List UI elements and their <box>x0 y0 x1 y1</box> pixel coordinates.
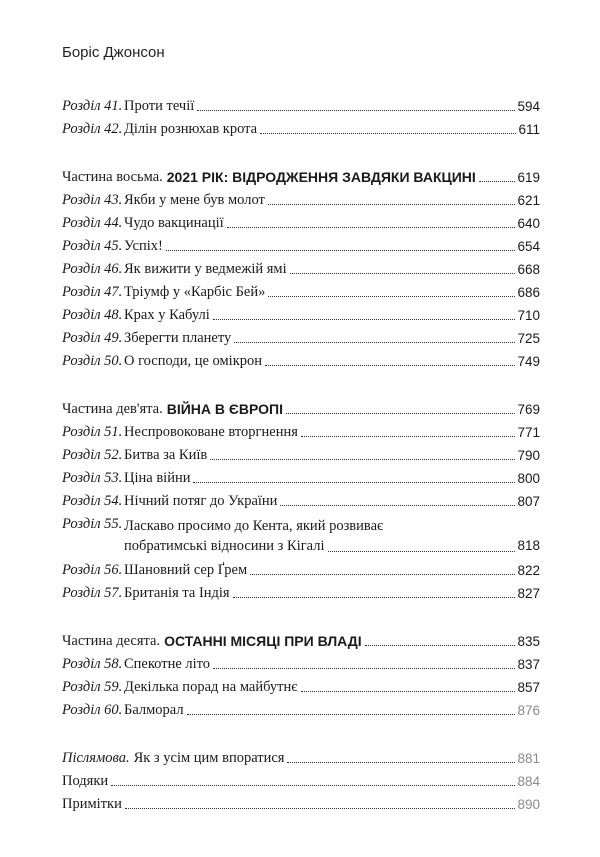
chapter-label: Розділ 42. <box>62 121 123 137</box>
leader-dots <box>479 181 516 182</box>
toc-entry-chapter-45[interactable] <box>62 232 540 255</box>
toc-entry-chapter-51[interactable] <box>62 418 540 441</box>
chapter-title-block <box>124 512 540 556</box>
toc-entry-part-10[interactable] <box>62 627 540 650</box>
toc-entry-chapter-59[interactable] <box>62 673 540 696</box>
chapter-title: Крах у Кабулі <box>124 307 210 323</box>
toc-entry-chapter-47[interactable] <box>62 278 540 301</box>
chapter-title: Балморал <box>124 702 184 718</box>
leader-dots <box>213 668 515 669</box>
section-spacer <box>62 370 540 395</box>
chapter-label: Розділ 47. <box>62 284 123 300</box>
toc-entry-chapter-52[interactable] <box>62 441 540 464</box>
chapter-label: Розділ 60. <box>62 702 123 718</box>
chapter-title: О господи, це омікрон <box>124 353 263 369</box>
part-title: ВІЙНА В ЄВРОПІ <box>166 401 283 417</box>
page-number: 611 <box>518 122 540 137</box>
leader-dots <box>210 459 515 460</box>
chapter-title: Битва за Київ <box>124 447 208 463</box>
leader-dots <box>193 482 515 483</box>
toc-entry-part-9[interactable] <box>62 395 540 418</box>
page-number: 827 <box>517 586 540 601</box>
afterword-label: Післямова. <box>62 750 130 766</box>
page-number: 710 <box>517 308 540 323</box>
section-spacer <box>62 602 540 627</box>
chapter-label: Розділ 53. <box>62 470 123 486</box>
toc-entry-chapter-50[interactable] <box>62 347 540 370</box>
page-number: 837 <box>517 657 540 672</box>
section-spacer <box>62 138 540 163</box>
chapter-label: Розділ 59. <box>62 679 123 695</box>
toc-entry-chapter-48[interactable] <box>62 301 540 324</box>
chapter-title: Шановний сер Ґрем <box>124 562 248 578</box>
toc-entry-chapter-46[interactable] <box>62 255 540 278</box>
page-number: 807 <box>517 494 540 509</box>
chapter-title: Зберегти планету <box>124 330 232 346</box>
part-prefix: Частина восьма. <box>62 169 163 185</box>
chapter-label: Розділ 46. <box>62 261 123 277</box>
chapter-title: Тріумф у «Карбіс Бей» <box>124 284 266 300</box>
chapter-label: Розділ 52. <box>62 447 123 463</box>
toc-entry-afterword[interactable] <box>62 744 540 767</box>
leader-dots <box>301 436 516 437</box>
chapter-title: Ціна війни <box>124 470 191 486</box>
chapter-label: Розділ 55. <box>62 516 123 532</box>
leader-dots <box>290 273 516 274</box>
chapter-label: Розділ 54. <box>62 493 123 509</box>
chapter-title: Чудо вакцинації <box>124 215 224 231</box>
leader-dots <box>166 250 516 251</box>
toc-entry-chapter-49[interactable] <box>62 324 540 347</box>
chapter-label: Розділ 41. <box>62 98 123 114</box>
toc-entry-chapter-56[interactable] <box>62 556 540 579</box>
chapter-label: Розділ 50. <box>62 353 123 369</box>
leader-dots <box>265 365 515 366</box>
chapter-label: Розділ 51. <box>62 424 123 440</box>
page-number: 835 <box>517 634 540 649</box>
page-number: 790 <box>517 448 540 463</box>
toc-entry-chapter-44[interactable] <box>62 209 540 232</box>
toc-entry-part-8[interactable] <box>62 163 540 186</box>
section-spacer <box>62 719 540 744</box>
page-number: 890 <box>517 797 540 812</box>
chapter-title: Ділін рознюхав крота <box>124 121 258 137</box>
chapter-title: Якби у мене був молот <box>124 192 265 208</box>
leader-dots <box>280 505 515 506</box>
leader-dots <box>227 227 516 228</box>
page-number: 749 <box>517 354 540 369</box>
toc-entry-chapter-54[interactable] <box>62 487 540 510</box>
leader-dots <box>234 342 515 343</box>
part-prefix: Частина десята. <box>62 633 161 649</box>
chapter-label: Розділ 58. <box>62 656 123 672</box>
notes-title: Примітки <box>62 796 122 812</box>
page-number: 640 <box>517 216 540 231</box>
chapter-title: Нічний потяг до України <box>124 493 278 509</box>
chapter-label: Розділ 57. <box>62 585 123 601</box>
leader-dots <box>250 574 515 575</box>
leader-dots <box>301 691 516 692</box>
chapter-title-line-2-row <box>124 536 540 556</box>
toc-entry-chapter-57[interactable] <box>62 579 540 602</box>
toc-entry-chapter-41[interactable] <box>62 92 540 115</box>
leader-dots <box>111 785 515 786</box>
chapter-title: Як вижити у ведмежій ямі <box>124 261 287 277</box>
toc-entry-chapter-42[interactable] <box>62 115 540 138</box>
page-number: 654 <box>517 239 540 254</box>
leader-dots <box>125 808 516 809</box>
chapter-label: Розділ 49. <box>62 330 123 346</box>
part-prefix: Частина дев'ята. <box>62 401 163 417</box>
chapter-title: Британія та Індія <box>124 585 230 601</box>
chapter-label: Розділ 45. <box>62 238 123 254</box>
chapter-label: Розділ 43. <box>62 192 123 208</box>
leader-dots <box>365 645 516 646</box>
page-number: 725 <box>517 331 540 346</box>
leader-dots <box>187 714 516 715</box>
part-title: ОСТАННІ МІСЯЦІ ПРИ ВЛАДІ <box>164 633 362 649</box>
chapter-label: Розділ 48. <box>62 307 123 323</box>
page-number: 619 <box>517 170 540 185</box>
leader-dots <box>268 204 516 205</box>
leader-dots <box>328 551 516 552</box>
table-of-contents <box>62 92 540 813</box>
leader-dots <box>213 319 516 320</box>
toc-entry-acknowledgements[interactable] <box>62 767 540 790</box>
leader-dots <box>233 597 516 598</box>
chapter-title: Проти течії <box>124 98 195 114</box>
page-number: 876 <box>517 703 540 718</box>
toc-entry-notes[interactable] <box>62 790 540 813</box>
toc-entry-chapter-43[interactable] <box>62 186 540 209</box>
chapter-label: Розділ 44. <box>62 215 123 231</box>
toc-entry-chapter-55[interactable] <box>62 510 540 556</box>
page-number: 771 <box>517 425 540 440</box>
page-number: 884 <box>517 774 540 789</box>
chapter-title-line-2: побратимські відносини з Кігалі <box>124 538 325 554</box>
toc-entry-chapter-53[interactable] <box>62 464 540 487</box>
page-number: 822 <box>517 563 540 578</box>
page-number: 594 <box>517 99 540 114</box>
chapter-title: Декілька порад на майбутнє <box>124 679 298 695</box>
page-number: 800 <box>517 471 540 486</box>
leader-dots <box>197 110 515 111</box>
toc-entry-chapter-58[interactable] <box>62 650 540 673</box>
afterword-title: Як з усім цим впоратися <box>133 750 285 766</box>
page-number: 857 <box>517 680 540 695</box>
acknowledgements-title: Подяки <box>62 773 109 789</box>
leader-dots <box>260 133 516 134</box>
running-header-author: Боріс Джонсон <box>62 44 165 61</box>
chapter-title: Неспровоковане вторгнення <box>124 424 298 440</box>
leader-dots <box>287 762 515 763</box>
page-number: 769 <box>517 402 540 417</box>
page-number: 621 <box>517 193 540 208</box>
chapter-label: Розділ 56. <box>62 562 123 578</box>
chapter-title-line-1: Ласкаво просимо до Кента, який розвиває <box>124 518 384 534</box>
chapter-title: Успіх! <box>124 238 163 254</box>
page-number: 818 <box>517 538 540 553</box>
page-number: 668 <box>517 262 540 277</box>
leader-dots <box>286 413 515 414</box>
page-number: 881 <box>517 751 540 766</box>
chapter-title: Спекотне літо <box>124 656 211 672</box>
leader-dots <box>268 296 515 297</box>
page-number: 686 <box>517 285 540 300</box>
toc-entry-chapter-60[interactable] <box>62 696 540 719</box>
part-title: 2021 РІК: ВІДРОДЖЕННЯ ЗАВДЯКИ ВАКЦИНІ <box>166 169 476 185</box>
